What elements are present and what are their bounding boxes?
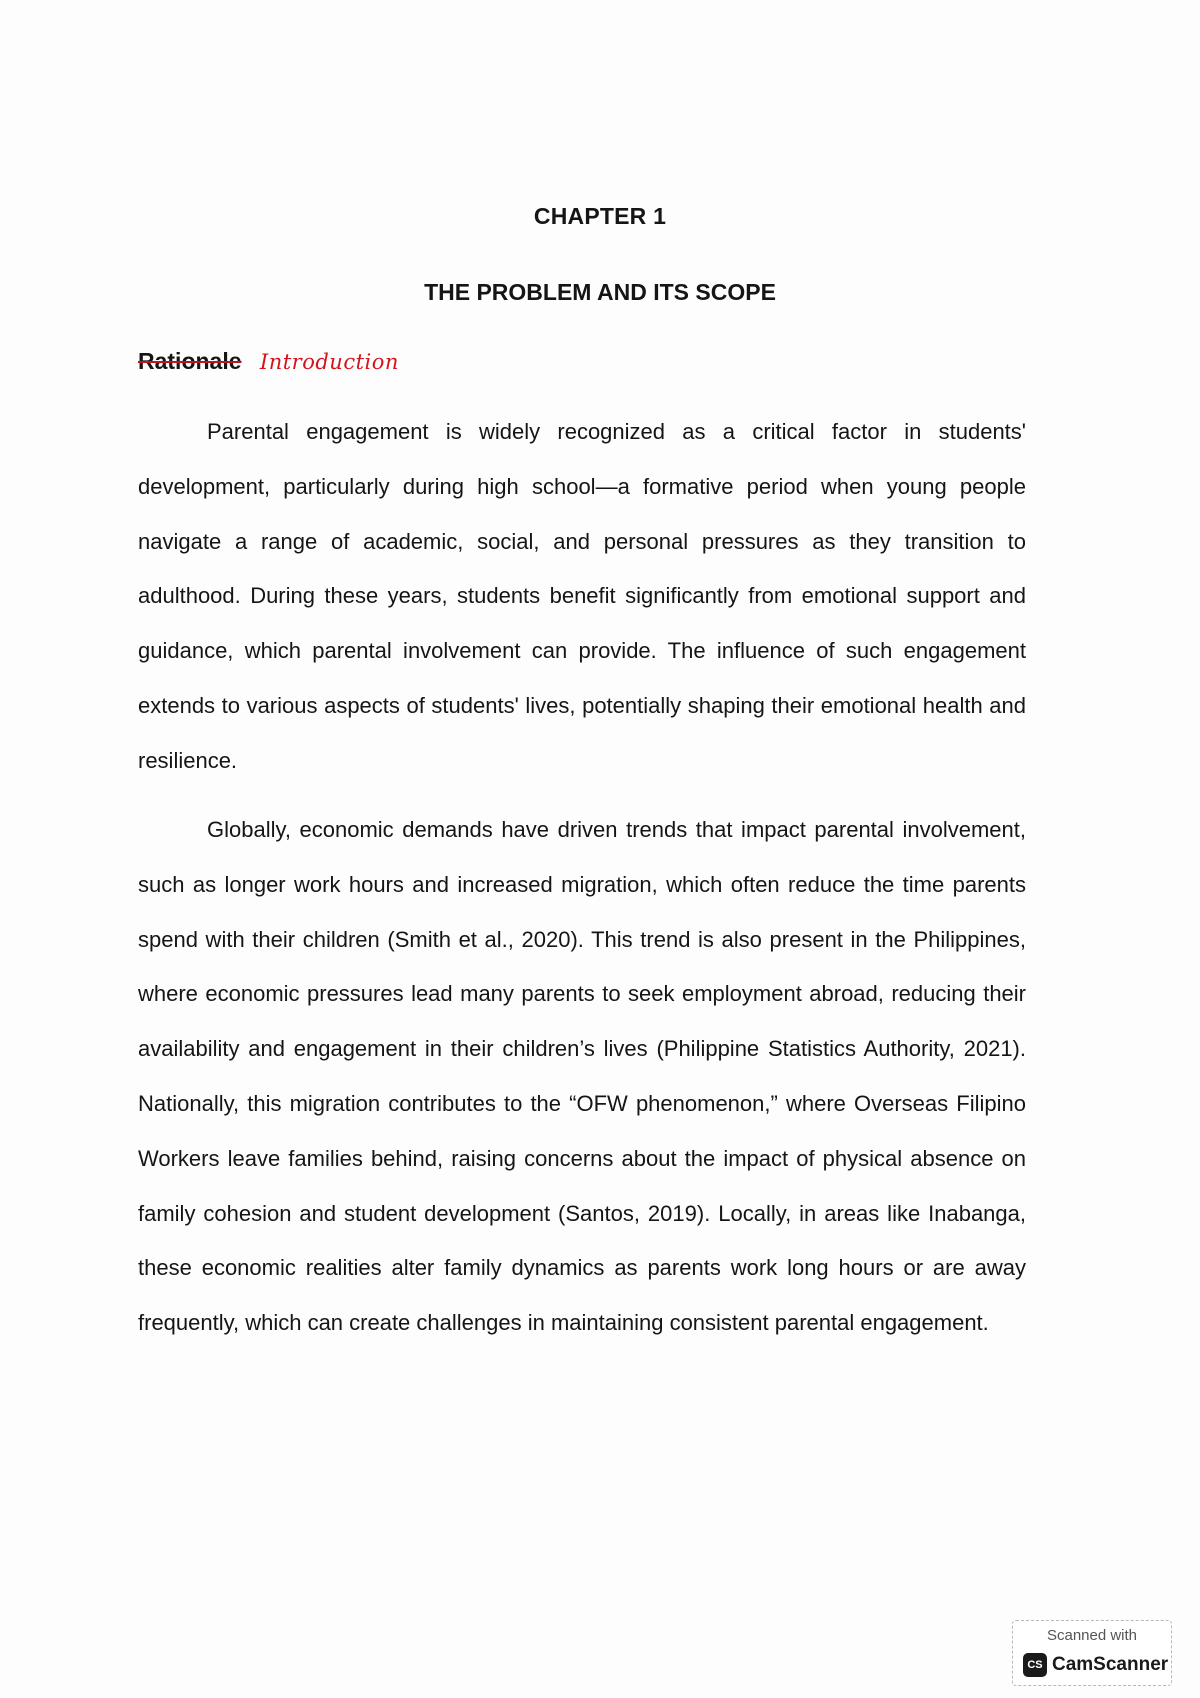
badge-brand-row xyxy=(1023,1653,1168,1677)
camscanner-logo-icon: CS xyxy=(1023,1653,1047,1677)
paragraph-2: Globally, economic demands have driven trends that impact parental involvement, such as longer work hours and increased migration, which often reduce the time parents spend with their children (Smith et al., 2020). This trend is also present in the Philippines, where economic pressures lead many parents to seek employment abroad, reducing their availability and engagement in their children’s lives (Philippine Statistics Authority, 2021). Nationally, this migration contributes to the “OFW phenomenon,” where Overseas Filipino Workers leave families behind, raising concerns about the impact of physical absence on family cohesion and student development (Santos, 2019). Locally, in areas like Inabanga, these economic realities alter family dynamics as parents work long hours or are away frequently, which can create challenges in maintaining consistent parental engagement. xyxy=(138,817,1026,1336)
struck-heading: Rationale xyxy=(138,348,242,374)
chapter-label: CHAPTER 1 xyxy=(533,203,667,229)
badge-brand: CamScanner xyxy=(1052,1654,1169,1675)
badge-caption: Scanned with xyxy=(1046,1627,1138,1644)
section-heading xyxy=(138,348,399,375)
paragraph-1: Parental engagement is widely recognized as a critical factor in students' development, particularly during high school—a formative period when young people navigate a range of academic, social, and personal pressures as they transition to adulthood. During these years, students benefit significantly from emotional support and guidance, which parental involvement can provide. The influence of such engagement extends to various aspects of students' lives, potentially shaping their emotional health and resilience. xyxy=(138,419,1026,773)
handwritten-heading: Introduction xyxy=(259,350,399,374)
chapter-title: THE PROBLEM AND ITS SCOPE xyxy=(424,279,776,305)
camscanner-badge xyxy=(1012,1620,1172,1686)
